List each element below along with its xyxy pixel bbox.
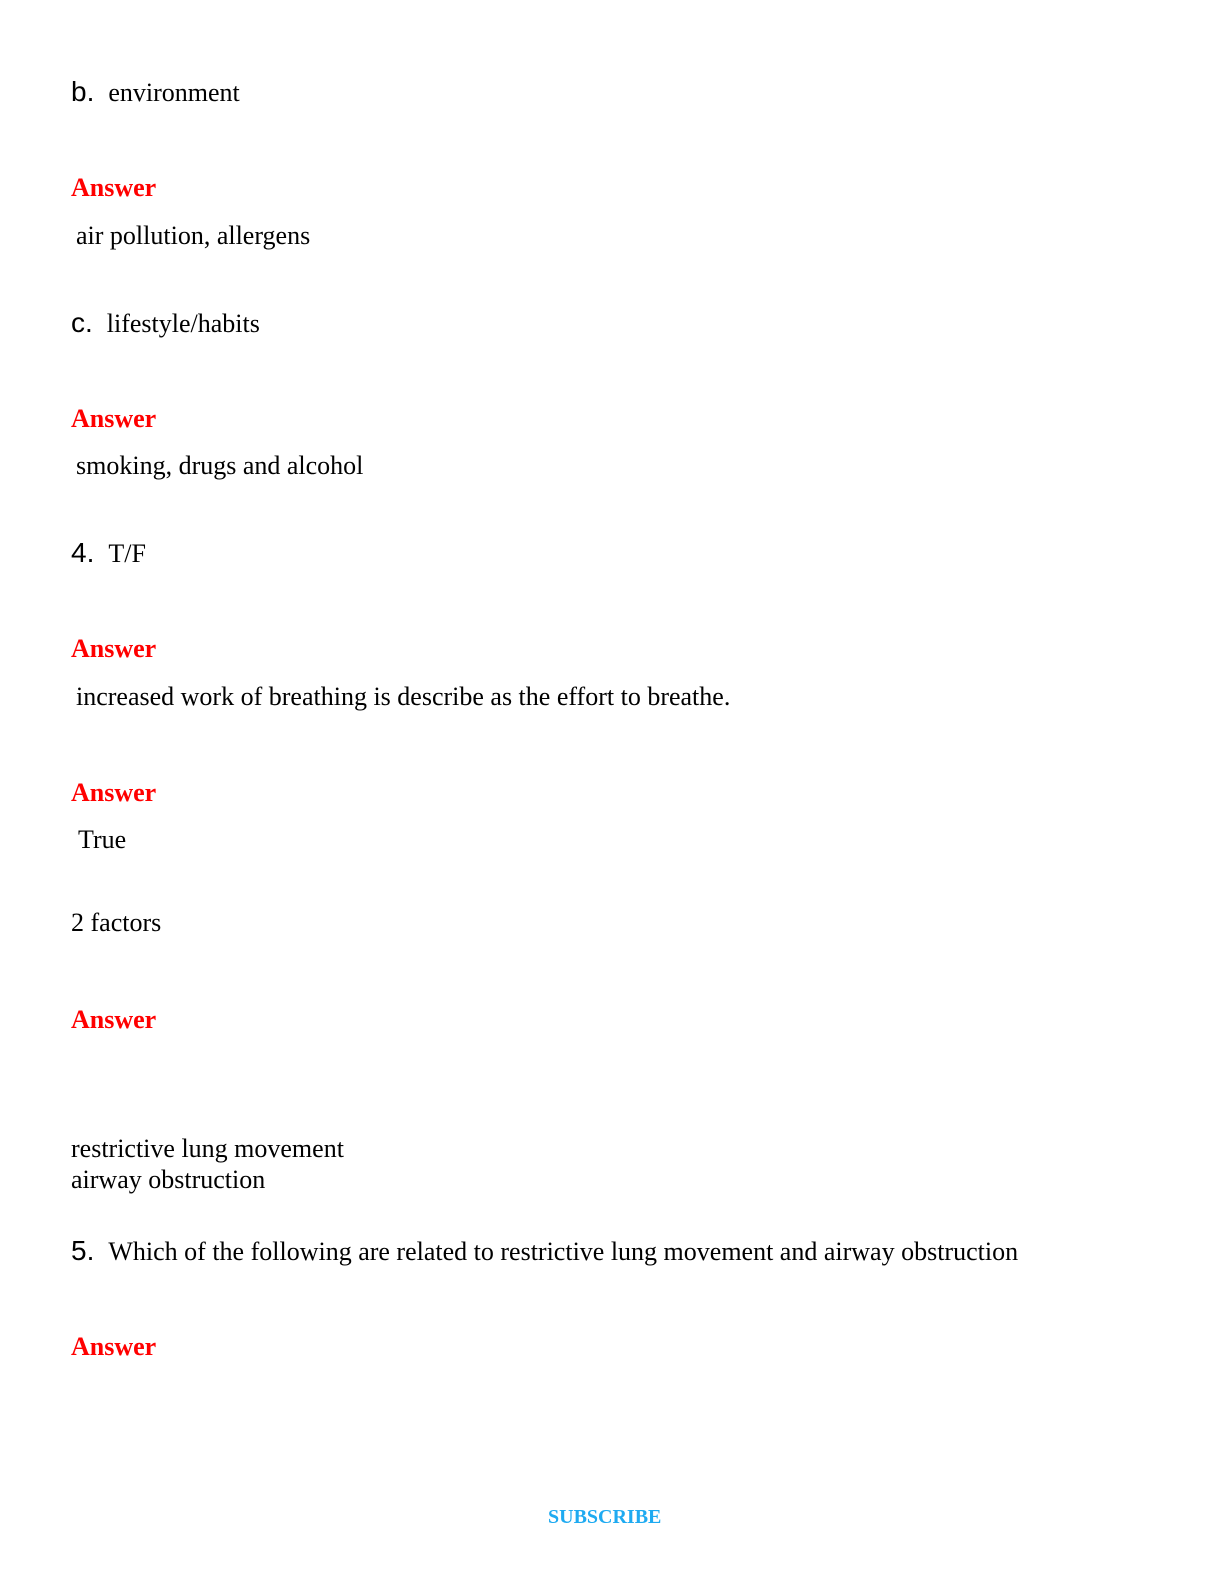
item-marker: b. (71, 76, 95, 107)
answer-label: Answer (71, 778, 157, 807)
item-text: environment (108, 78, 240, 107)
answer-label: Answer (71, 634, 157, 663)
answer-text: air pollution, allergens (76, 221, 311, 250)
answer-label: Answer (71, 173, 157, 202)
answer-text: increased work of breathing is describe as the effort to breathe. (76, 682, 731, 711)
item-text: lifestyle/habits (106, 309, 260, 338)
question-4 (71, 539, 146, 567)
question-number: 4. (71, 537, 95, 568)
factor-line: restrictive lung movement (71, 1134, 344, 1163)
answer-text: smoking, drugs and alcohol (76, 451, 364, 480)
answer-label: Answer (71, 1332, 157, 1361)
question-text: T/F (108, 539, 146, 568)
answer-label: Answer (71, 1005, 157, 1034)
item-c (71, 309, 260, 337)
item-marker: c. (71, 307, 93, 338)
answer-text: True (78, 825, 127, 854)
question-5 (71, 1237, 1018, 1265)
subscribe-link[interactable]: SUBSCRIBE (548, 1506, 662, 1528)
question-number: 5. (71, 1235, 95, 1266)
item-b (71, 78, 240, 106)
factors-heading: 2 factors (71, 908, 162, 937)
factor-line: airway obstruction (71, 1165, 266, 1194)
answer-label: Answer (71, 404, 157, 433)
question-text: Which of the following are related to restrictive lung movement and airway obstruction (108, 1237, 1019, 1266)
